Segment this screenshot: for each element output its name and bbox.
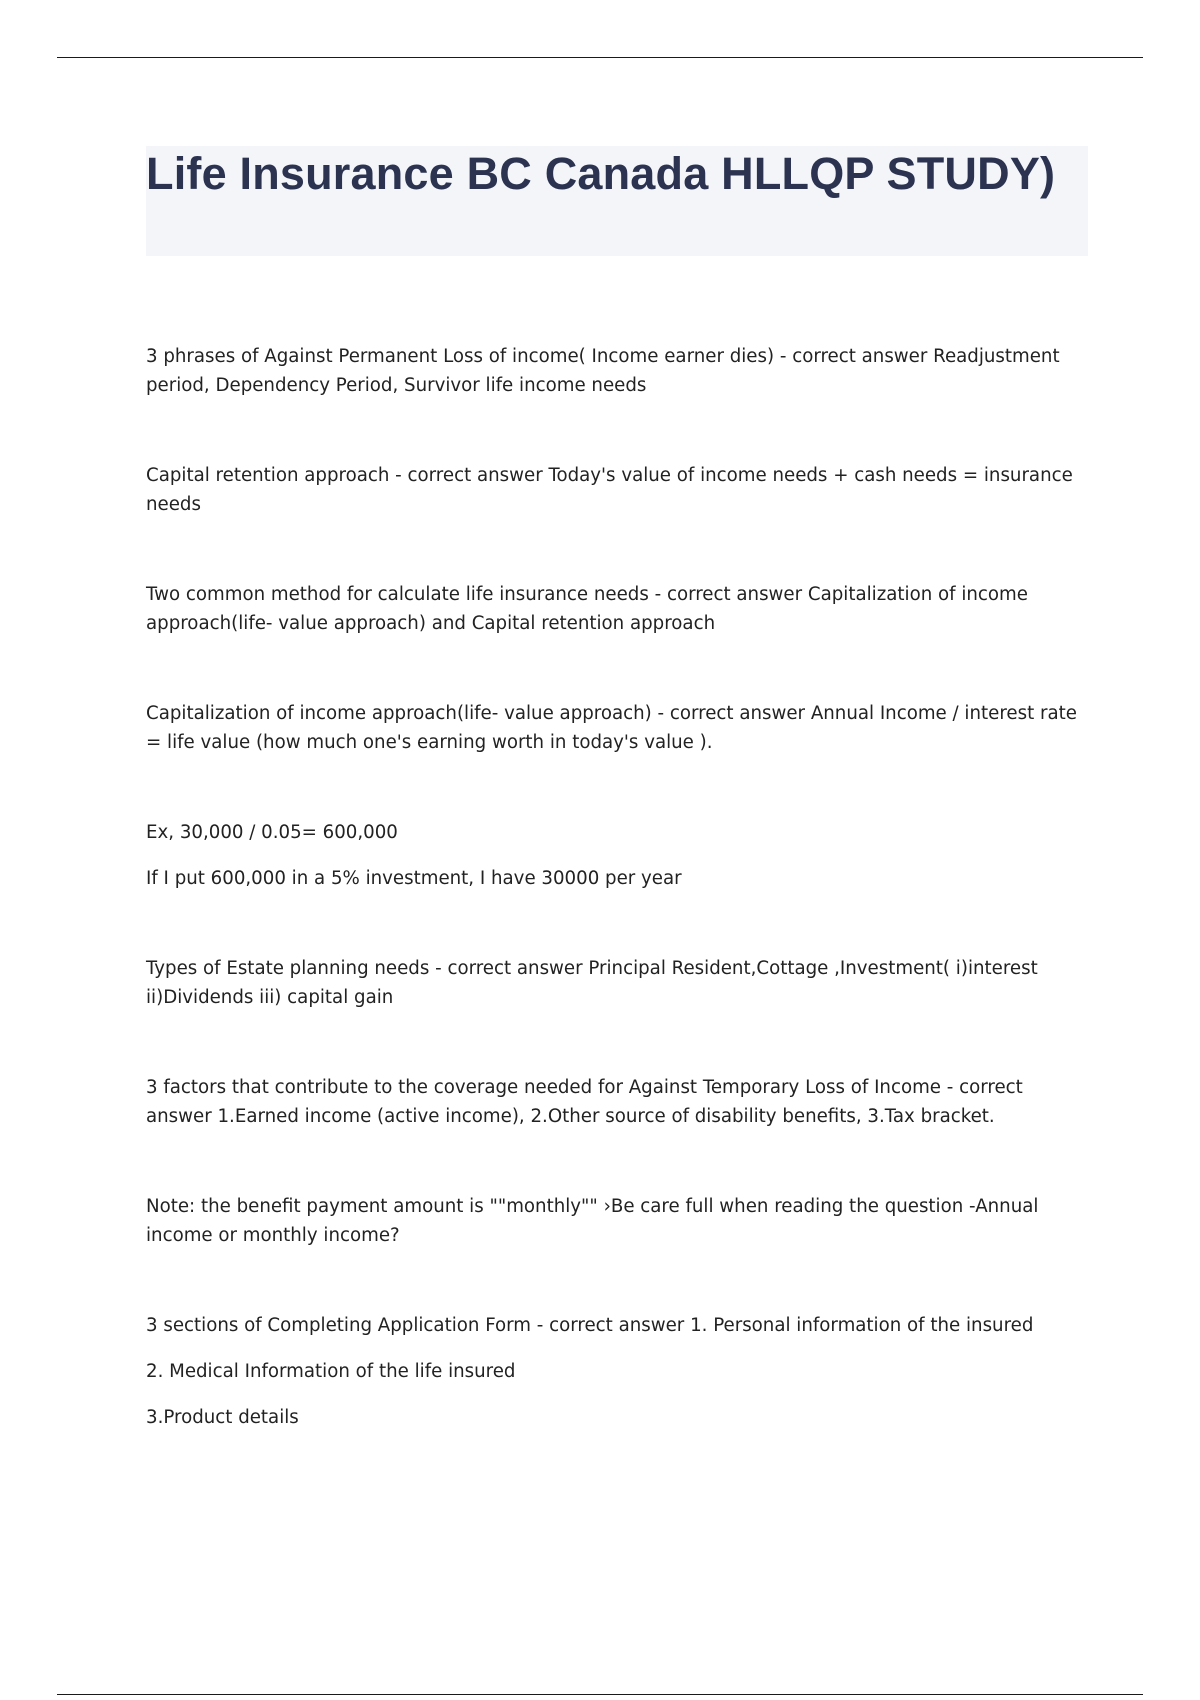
example-calculation: Ex, 30,000 / 0.05= 600,000: [146, 822, 398, 843]
bottom-divider: [57, 1694, 1143, 1695]
qa-permanent-loss: 3 phrases of Against Permanent Loss of income( Income earner dies) - correct answer Readjustment period, Dependency Period, Survivor life income needs: [146, 346, 1060, 396]
note-benefit-payment: Note: the benefit payment amount is ""monthly"" ›Be care full when reading the question -Annual income or monthly income?: [146, 1196, 1039, 1246]
example-explanation: If I put 600,000 in a 5% investment, I have 30000 per year: [146, 868, 682, 889]
qa-application-form: 3 sections of Completing Application Form - correct answer 1. Personal information of the insured: [146, 1315, 1034, 1336]
qa-capital-retention: Capital retention approach - correct answer Today's value of income needs + cash needs = insurance needs: [146, 465, 1073, 515]
qa-estate-planning: Types of Estate planning needs - correct answer Principal Resident,Cottage ,Investment( i)interest ii)Dividends iii) capital gain: [146, 958, 1038, 1008]
qa-two-methods: Two common method for calculate life insurance needs - correct answer Capitalization of income approach(life- value approach) and Capital retention approach: [146, 584, 1028, 634]
title-banner: [146, 146, 1088, 256]
application-section-3: 3.Product details: [146, 1407, 299, 1428]
top-divider: [57, 57, 1143, 58]
qa-capitalization: Capitalization of income approach(life- value approach) - correct answer Annual Income / interest rate = life value (how much one's earning worth in today's value ).: [146, 703, 1077, 753]
qa-temporary-loss: 3 factors that contribute to the coverage needed for Against Temporary Loss of Income - correct answer 1.Earned income (active income), 2.Other source of disability benefits, 3.Tax bracket.: [146, 1077, 1023, 1127]
document-title: Life Insurance BC Canada HLLQP STUDY): [146, 148, 1056, 199]
application-section-2: 2. Medical Information of the life insured: [146, 1361, 516, 1382]
document-body: [146, 342, 1088, 1432]
